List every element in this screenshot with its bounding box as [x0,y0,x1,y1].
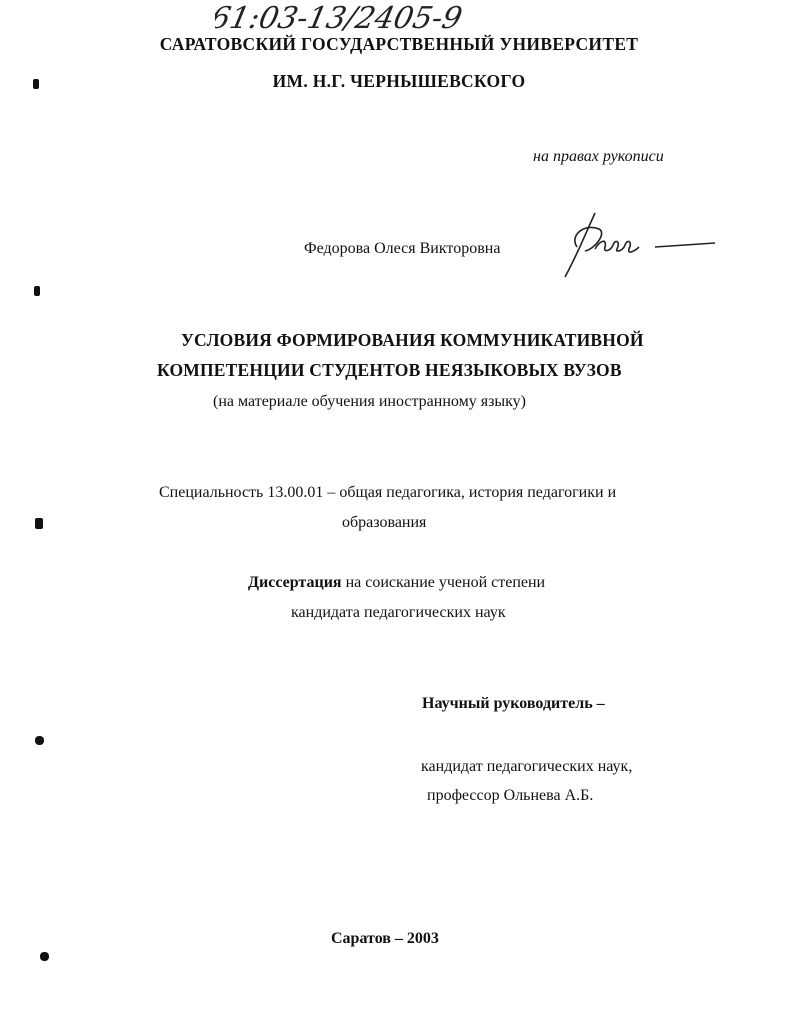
dissertation-degree-line2: кандидата педагогических наук [291,604,506,621]
binder-mark [33,79,39,89]
dissertation-title-line2: КОМПЕТЕНЦИИ СТУДЕНТОВ НЕЯЗЫКОВЫХ ВУЗОВ [157,360,622,380]
dissertation-title-line1: УСЛОВИЯ ФОРМИРОВАНИЯ КОММУНИКАТИВНОЙ [181,330,644,350]
supervisor-degree: кандидат педагогических наук, [421,758,633,775]
author-signature [555,205,720,280]
university-name: САРАТОВСКИЙ ГОСУДАРСТВЕННЫЙ УНИВЕРСИТЕТ [159,34,639,54]
manuscript-rights-note: на правах рукописи [533,148,664,165]
dissertation-label: Диссертация [248,574,342,591]
university-name-line2: ИМ. Н.Г. ЧЕРНЫШЕВСКОГО [272,71,526,91]
specialty-line1: Специальность 13.00.01 – общая педагогика, история педагогики и [159,484,617,501]
city-year: Саратов – 2003 [331,930,439,947]
archive-number-text: 61:03-13/2405-9 [215,1,466,36]
supervisor-name: профессор Ольнева А.Б. [427,787,594,804]
author-name: Федорова Олеся Викторовна [304,240,501,257]
binder-mark [40,952,49,961]
specialty-line2: образования [342,514,427,531]
dissertation-degree-text: на соискание ученой степени [341,574,546,591]
dissertation-subtitle: (на материале обучения иностранному языку) [213,393,527,410]
signature-drawing [555,205,720,280]
binder-mark [34,286,40,296]
binder-mark [35,518,43,529]
dissertation-degree-line1 [248,574,545,592]
binder-mark [35,736,44,745]
supervisor-heading: Научный руководитель – [422,695,605,712]
